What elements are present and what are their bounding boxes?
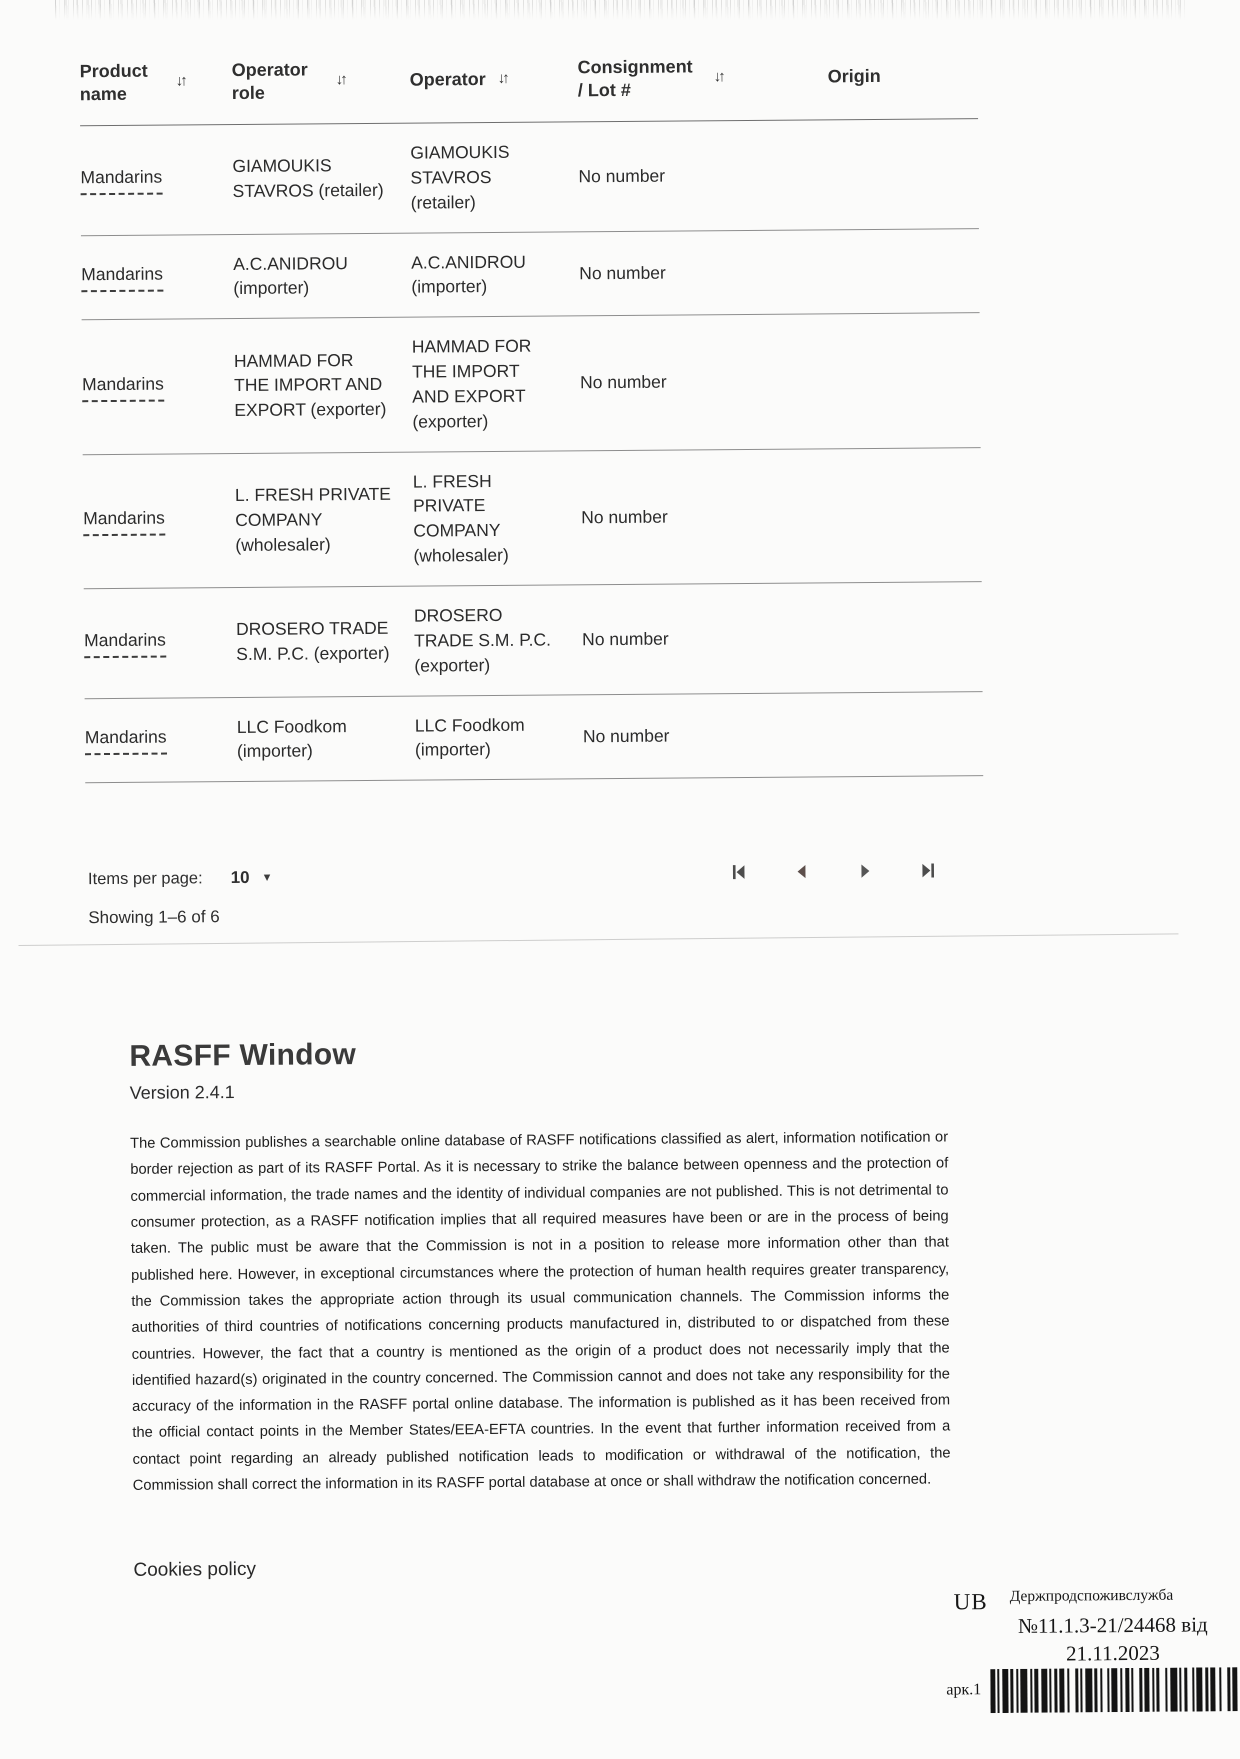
product-link[interactable]: Mandarins xyxy=(83,506,165,536)
last-page-icon[interactable] xyxy=(920,863,936,879)
rasff-footer xyxy=(129,1033,951,1581)
product-link[interactable]: Mandarins xyxy=(81,262,163,292)
operator-cell: DROSERO TRADE S.M. P.C. (exporter) xyxy=(413,604,552,676)
operator-role-cell: L. FRESH PRIVATE COMPANY (wholesaler) xyxy=(234,483,391,555)
registration-stamp xyxy=(933,1573,1240,1735)
column-label: Product name xyxy=(79,60,148,104)
first-page-icon[interactable] xyxy=(731,864,747,880)
stamp-agency-name: Держпродспоживслужба xyxy=(1009,1586,1174,1605)
operator-role-cell: HAMMAD FOR THE IMPORT AND EXPORT (exporter) xyxy=(233,349,387,421)
cookies-policy-link[interactable]: Cookies policy xyxy=(133,1558,257,1581)
product-name-cell xyxy=(81,261,233,292)
product-link[interactable]: Mandarins xyxy=(85,725,167,755)
sort-icon[interactable]: ↓↑ xyxy=(335,71,345,89)
column-header-product-name[interactable] xyxy=(80,59,232,105)
table-row xyxy=(81,229,980,321)
column-header-operator-role[interactable] xyxy=(232,58,410,104)
page-title: RASFF Window xyxy=(129,1038,357,1073)
origin-cell xyxy=(832,636,982,637)
origin-cell xyxy=(833,733,983,734)
operator-cell: A.C.ANIDROU (importer) xyxy=(411,251,526,297)
sort-icon[interactable]: ↓↑ xyxy=(713,68,723,86)
pagination-nav xyxy=(731,863,936,881)
items-per-page-label: Items per page: xyxy=(87,868,203,888)
table-header-row xyxy=(79,43,978,126)
next-page-icon[interactable] xyxy=(857,863,873,879)
column-header-operator[interactable] xyxy=(410,68,578,92)
column-label: Operator xyxy=(409,69,486,90)
stamp-code: UB xyxy=(953,1589,988,1615)
stamp-registration-number: №11.1.3-21/24468 від xyxy=(1017,1612,1208,1638)
sort-icon[interactable]: ↓↑ xyxy=(497,69,507,88)
origin-cell xyxy=(831,514,981,515)
table-row xyxy=(84,582,983,699)
consignment-cell: No number xyxy=(581,506,668,528)
origin-cell xyxy=(829,271,979,272)
table-row xyxy=(83,448,982,589)
product-name-cell xyxy=(80,164,232,195)
previous-page-icon[interactable] xyxy=(794,864,810,880)
consignment-cell: No number xyxy=(582,628,669,650)
operator-role-cell: DROSERO TRADE S.M. P.C. (exporter) xyxy=(235,618,390,665)
product-name-cell xyxy=(85,724,237,755)
stamp-sheet-label: арк.1 xyxy=(946,1681,982,1699)
operator-cell: HAMMAD FOR THE IMPORT AND EXPORT (exporter) xyxy=(411,335,532,432)
column-label: Consignment / Lot # xyxy=(577,56,693,100)
product-name-cell xyxy=(82,371,234,402)
operator-cell: L. FRESH PRIVATE COMPANY (wholesaler) xyxy=(412,470,509,566)
product-link[interactable]: Mandarins xyxy=(80,165,162,195)
column-header-origin xyxy=(828,64,978,88)
table-row xyxy=(82,313,981,454)
column-label: Operator role xyxy=(231,59,308,103)
disclaimer-paragraph: The Commission publishes a searchable online database of RASFF notifications classified as alert, information notification or border rejection as part of its RASFF Portal. As it is necessary to strike the balance between openness and the protection of commercial information, the trade names and the identity of individual companies are not published. This is not detrimental to consumer protection, as a RASFF notification implies that all required measures have been or are in the process of being taken. The public must be aware that the Commission is not in a position to release more information other than that published here. However, in exceptional circumstances where the protection of human health requires greater transparency, the Commission takes the appropriate action through its usual communication channels. The Commission informs the authorities of third countries of notifications concerning products manufactured in, distributed to or dispatched from these countries. However, the fact that a country is mentioned as the origin of a product does not necessarily imply that the identified hazard(s) originated in the country concerned. The Commission cannot and does not take any responsibility for the accuracy of the information in the RASFF portal online database. The information is published as it has been received from the official contact points in the Member States/EEA-EFTA countries. In the event that further information received from a contact point regarding an already published notification leads to modification or withdrawal of the notification, the Commission shall correct the information in its RASFF portal database at once or shall withdraw the notification concerned. xyxy=(130,1129,951,1494)
product-name-cell xyxy=(84,627,236,658)
barcode xyxy=(990,1667,1240,1713)
consignment-cell: No number xyxy=(582,725,670,747)
operator-role-cell: LLC Foodkom (importer) xyxy=(236,715,347,762)
operator-cell: GIAMOUKIS STAVROS (retailer) xyxy=(410,141,510,213)
version-text: Version 2.4.1 xyxy=(129,1082,235,1103)
page-seam-line xyxy=(19,933,1179,946)
table-row xyxy=(85,692,984,784)
consignment-cell: No number xyxy=(578,165,666,187)
operator-cell: LLC Foodkom (importer) xyxy=(414,714,525,760)
product-link[interactable]: Mandarins xyxy=(82,372,164,402)
results-table xyxy=(79,43,983,783)
items-per-page-select[interactable]: 10 xyxy=(230,867,250,888)
operator-role-cell: A.C.ANIDROU (importer) xyxy=(233,252,348,299)
product-name-cell xyxy=(83,505,235,536)
origin-cell xyxy=(828,173,978,174)
showing-range-text: Showing 1–6 of 6 xyxy=(88,907,220,928)
consignment-cell: No number xyxy=(580,372,667,393)
table-row xyxy=(80,119,979,236)
paginator xyxy=(88,857,986,928)
origin-cell xyxy=(830,380,980,381)
product-link[interactable]: Mandarins xyxy=(84,628,166,658)
stamp-date: 21.11.2023 xyxy=(1066,1640,1160,1666)
consignment-cell: No number xyxy=(579,262,666,284)
column-label: Origin xyxy=(827,66,881,87)
operator-role-cell: GIAMOUKIS STAVROS (retailer) xyxy=(232,155,384,202)
column-header-consignment[interactable] xyxy=(578,54,828,101)
sort-icon[interactable]: ↓↑ xyxy=(175,72,185,90)
dropdown-caret-icon[interactable]: ▼ xyxy=(261,871,273,884)
